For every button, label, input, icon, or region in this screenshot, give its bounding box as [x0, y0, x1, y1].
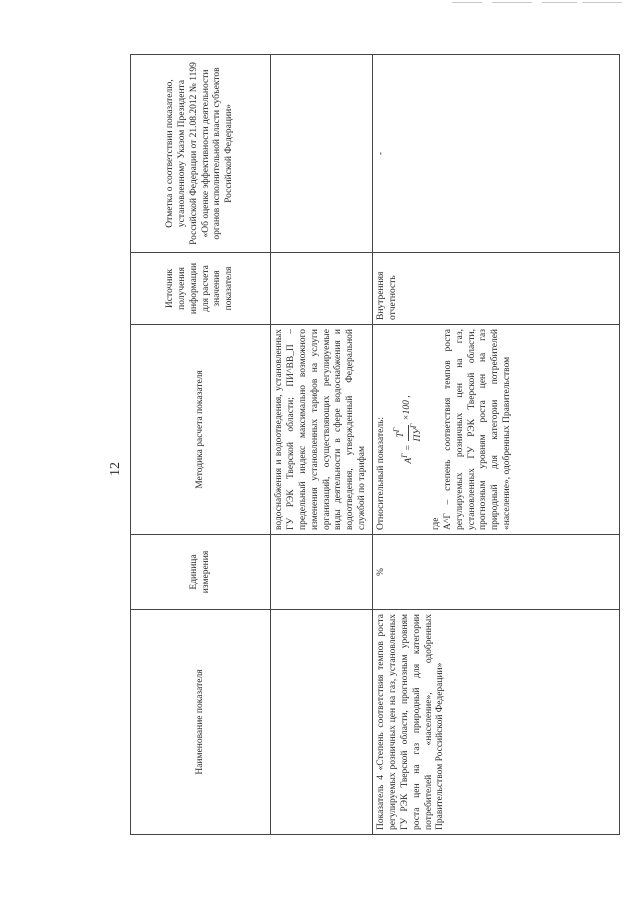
- cell-indicator-4-name: Показатель 4 «Степень соответствия темпов роста регулируемых розничных цен на газ, установленных ГУ РЭК Тверской области, прогнозным уровням роста цен на газ природный для категории потребителей «население», одобренных Правительством Российской Федерации»: [373, 610, 620, 835]
- method-definition: А^Г – степень соответствия темпов роста регулируемых розничных цен на газ, установленных ГУ РЭК Тверской области, прогнозным уровням роста цен на газ природный для категории потребителей «население», одобренных Правительством: [442, 329, 513, 530]
- formula-denominator: $ПУ^Г$: [408, 423, 424, 442]
- table-row: [271, 55, 373, 835]
- scan-artifact: [432, 0, 632, 8]
- formula-lhs: $А^Г$ =: [400, 444, 415, 464]
- header-decree-compliance: Отметка о соответствии показателю, установленному Указом Президента Российской Федерации от 21.08.2012 № 1199 «Об оценке эффективности деятельности органов исполнительной власти субъектов Российской Федерации»: [131, 55, 271, 253]
- method-where: где: [430, 517, 441, 530]
- cell-source-continued: [271, 253, 373, 325]
- cell-indicator-4-mark: -: [373, 55, 620, 253]
- formula: [392, 329, 425, 530]
- method-intro: Относительный показатель:: [376, 416, 386, 530]
- formula-fraction: [392, 424, 425, 442]
- header-unit: Единица измерения: [131, 535, 271, 610]
- cell-method-continued: водоснабжения и водоотведения, установленных ГУ РЭК Тверской области; ПИ^ВВ_П – предельный индекс максимально возможного изменения установленных тарифов на услуги организаций, осуществляющих регулируемые виды деятельности в сфере водоснабжения и водоотведения, утвержденный Федеральной службой по тарифам: [271, 325, 373, 535]
- cell-indicator-4-unit: %: [373, 535, 620, 610]
- header-calculation-method: Методика расчета показателя: [131, 325, 271, 535]
- cell-indicator-4-source: Внутренняя отчетность: [373, 253, 620, 325]
- table-header-row: [131, 55, 271, 835]
- cell-name-continued: [271, 610, 373, 835]
- indicators-table: [130, 54, 620, 835]
- cell-indicator-4-method: [373, 325, 620, 535]
- cell-unit-continued: [271, 535, 373, 610]
- cell-mark-continued: [271, 55, 373, 253]
- header-information-source: Источник получения информации для расчета значения показателя: [131, 253, 271, 325]
- page-number: 12: [108, 462, 123, 476]
- rotated-table-container: [130, 55, 620, 835]
- formula-numerator: $Т^Г$: [392, 425, 409, 441]
- header-indicator-name: Наименование показателя: [131, 610, 271, 835]
- formula-tail: ×100 ,: [402, 395, 413, 421]
- table-row: [373, 55, 620, 835]
